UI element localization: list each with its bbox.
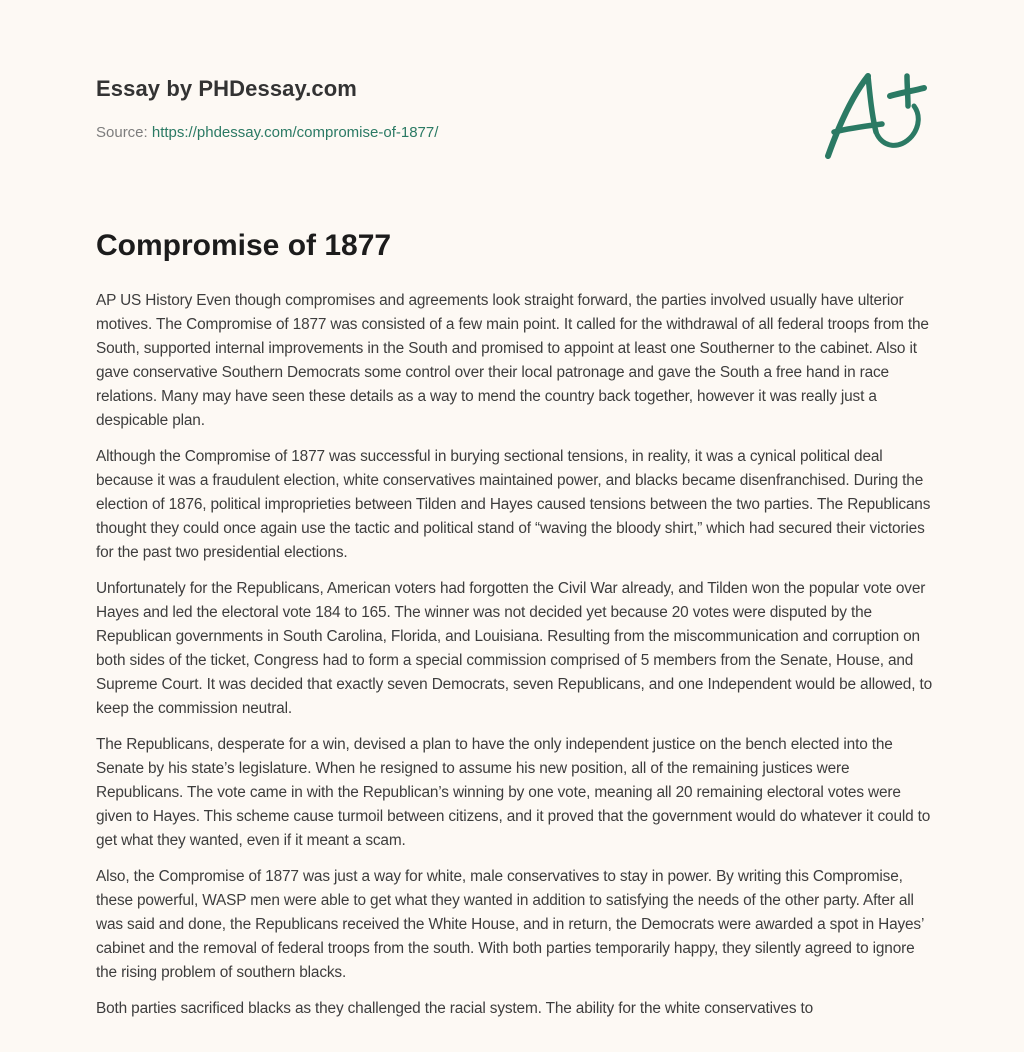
paragraph-6: Both parties sacrificed blacks as they challenged the racial system. The ability for the white conservatives to (96, 1000, 814, 1017)
brand-title: Essay by PHDessay.com (96, 76, 357, 101)
site-header (96, 74, 926, 143)
source-label: Source: (96, 124, 148, 141)
paragraph-1: AP US History Even though compromises and agreements look straight forward, the parties involved usually have ulterior motives. The Compromise of 1877 was consisted of a few main point. It called for the withdrawal of all federal troops from the South, supported internal improvements in the South and promised to appoint at least one Southerner to the cabinet. Also it gave conservative Southern Democrats some control over their local patronage and gave the South a free hand in race relations. Many may have seen these details as a way to mend the country back together, however it was really just a despicable plan. (96, 292, 929, 429)
paragraph-3: Unfortunately for the Republicans, American voters had forgotten the Civil War already, and Tilden won the popular vote over Hayes and led the electoral vote 184 to 165. The winner was not decided yet because 20 votes were disputed by the Republican governments in South Carolina, Florida, and Louisiana. Resulting from the miscommunication and corruption on both sides of the ticket, Congress had to form a special commission comprised of 5 members from the Senate, House, and Supreme Court. It was decided that exactly seven Democrats, seven Republicans, and one Independent would be allowed, to keep the commission neutral. (96, 580, 932, 717)
paragraph-4: The Republicans, desperate for a win, devised a plan to have the only independent justice on the bench elected into the Senate by his state’s legislature. When he resigned to assume his new position, all of the remaining justices were Republicans. The vote came in with the Republican’s winning by one vote, meaning all 20 remaining electoral votes were given to Hayes. This scheme cause turmoil between citizens, and it proved that the government would do whatever it could to get what they wanted, even if it meant a scam. (96, 736, 931, 849)
source-link[interactable]: https://phdessay.com/compromise-of-1877/ (151, 124, 439, 141)
paragraph-2: Although the Compromise of 1877 was successful in burying sectional tensions, in reality, it was a cynical political deal because it was a fraudulent election, white conservatives maintained power, and blacks became disenfranchised. During the election of 1876, political improprieties between Tilden and Hayes caused tensions between the two parties. The Republicans thought they could once again use the tactic and political stand of “waving the bloody shirt,” which had secured their victories for the past two presidential elections. (96, 448, 931, 561)
paragraph-5: Also, the Compromise of 1877 was just a way for white, male conservatives to stay in power. By writing this Compromise, these powerful, WASP men were able to get what they wanted in addition to satisfying the needs of the other party. After all was said and done, the Republicans received the White House, and in return, the Democrats were awarded a spot in Hayes’ cabinet and the removal of federal troops from the south. With both parties temporarily happy, they silently agreed to ignore the rising problem of southern blacks. (96, 868, 924, 981)
a-plus-logo-icon (820, 66, 930, 166)
essay-article (96, 226, 932, 1033)
page-title: Compromise of 1877 (96, 229, 392, 262)
source-line (96, 123, 926, 143)
